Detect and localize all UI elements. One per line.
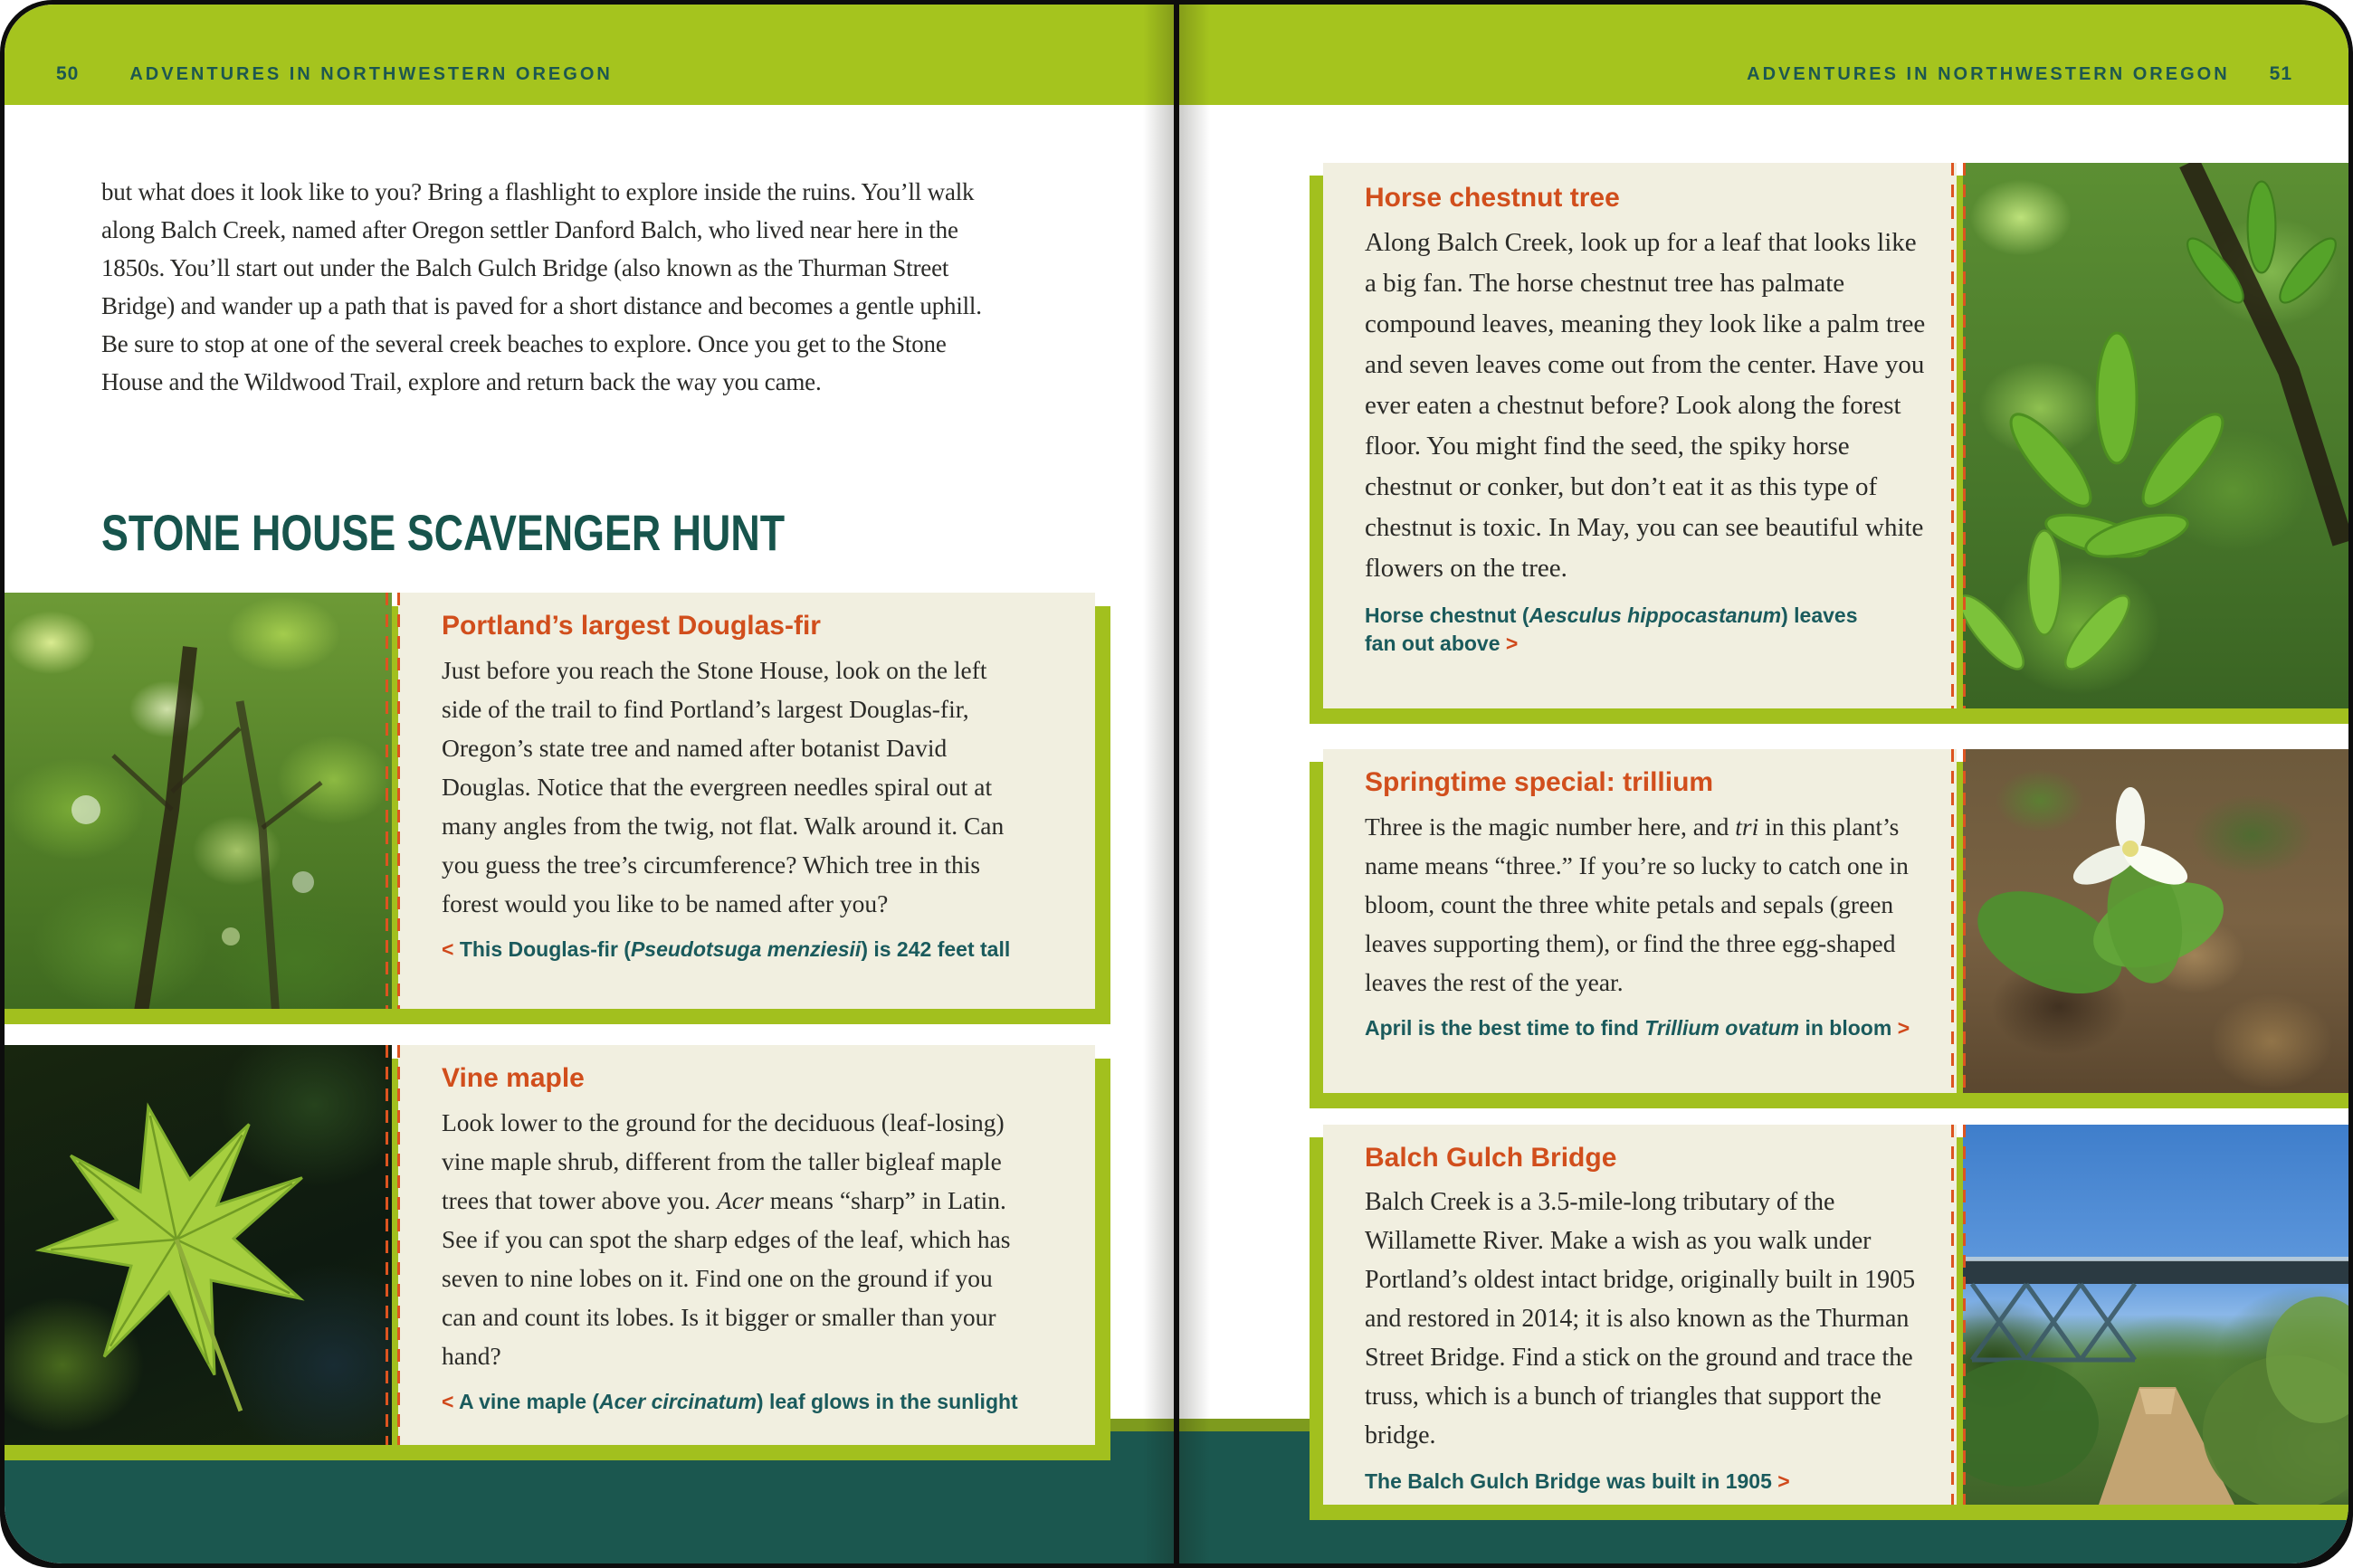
running-head: ADVENTURES IN NORTHWESTERN OREGON [129, 64, 613, 84]
photo-caption: The Balch Gulch Bridge was built in 1905 > [1365, 1469, 1790, 1493]
callout-title: Springtime special: trillium [1365, 767, 1714, 797]
page-50 [5, 5, 1174, 1563]
bridge-truss-art [1963, 1125, 2348, 1505]
callout-card [1323, 163, 1957, 708]
callout-body: Balch Creek is a 3.5-mile-long tributary of the Willamette River. Make a wish as you walk under Portland’s oldest intact bridge, originally built in 1905 and restored in 2014; it is also known as the Thurman Street Bridge. Find a stick on the ground and trace the truss, which is a bunch of triangles that support the bridge. [1365, 1188, 1916, 1449]
callout-horse-chestnut [1323, 163, 2348, 708]
photo-caption: April is the best time to find Trillium ovatum in bloom > [1365, 1016, 1910, 1040]
photo-caption: Horse chestnut (Aesculus hippocastanum) leaves fan out above > [1365, 603, 1858, 655]
maple-leaf-art [5, 1045, 392, 1445]
dashed-divider [1951, 1125, 1971, 1505]
callout-vine-maple [5, 1045, 1095, 1445]
callout-card [1323, 1125, 1957, 1505]
dashed-divider [1951, 749, 1971, 1093]
callout-card [398, 593, 1095, 1009]
callout-body: Just before you reach the Stone House, look on the left side of the trail to find Portland’s largest Douglas-fir, Oregon’s state tree and named after botanist David Douglas. Notice that the evergreen needles spiral out at many angles from the twig, not flat. Walk around it. Can you guess the tree’s circumference? Which tree in this forest would you like to be named after you? [442, 656, 1005, 917]
trillium-flower-art [1963, 749, 2348, 1093]
page-51 [1179, 5, 2348, 1563]
page-header-right [1179, 5, 2348, 105]
callout-body: Look lower to the ground for the deciduous (leaf-losing) vine maple shrub, different from the taller bigleaf maple trees that tower above you. Acer means “sharp” in Latin. See if you can spot the sharp edges of the leaf, which has seven to nine lobes on it. Find one on the ground if you can and count its lobes. Is it bigger or smaller than your hand? [442, 1108, 1011, 1370]
trillium-photo [1963, 749, 2348, 1093]
callout-trillium [1323, 749, 2348, 1093]
callout-title: Horse chestnut tree [1365, 183, 1620, 213]
callout-title: Portland’s largest Douglas-fir [442, 611, 821, 641]
chestnut-leaves-art [1963, 163, 2348, 708]
dashed-divider [386, 1045, 405, 1445]
callout-douglas-fir [5, 593, 1095, 1009]
dashed-divider [386, 593, 405, 1009]
section-heading: STONE HOUSE SCAVENGER HUNT [101, 504, 786, 561]
dashed-divider [1951, 163, 1971, 708]
bridge-photo [1963, 1125, 2348, 1505]
tree-trunk-art [5, 593, 392, 1009]
photo-caption: < A vine maple (Acer circinatum) leaf glows in the sunlight [442, 1390, 1018, 1413]
callout-card [1323, 749, 1957, 1093]
horse-chestnut-photo [1963, 163, 2348, 708]
callout-title: Balch Gulch Bridge [1365, 1143, 1617, 1173]
douglas-fir-photo [5, 593, 392, 1009]
callout-body: Along Balch Creek, look up for a leaf that looks like a big fan. The horse chestnut tree has palmate compound leaves, meaning they look like a palm tree and seven leaves come out from the center. Have you ever eaten a chestnut before? Look along the forest floor. You might find the seed, the spiky horse chestnut or conker, but don’t eat it as this type of chestnut is toxic. In May, you can see beautiful white flowers on the tree. [1365, 228, 1926, 583]
callout-card [398, 1045, 1095, 1445]
photo-caption: < This Douglas-fir (Pseudotsuga menziesii) is 242 feet tall [442, 937, 1011, 961]
callout-title: Vine maple [442, 1063, 585, 1093]
callout-body: Three is the magic number here, and tri in this plant’s name means “three.” If you’re so lucky to catch one in bloom, count the three white petals and sepals (green leaves supporting them), or find the three egg-shaped leaves the rest of the year. [1365, 813, 1909, 996]
page-header-left [5, 5, 1174, 105]
page-number: 50 [56, 63, 80, 84]
intro-paragraph: but what does it look like to you? Bring a flashlight to explore inside the ruins. You’ll walk along Balch Creek, named after Oregon settler Danford Balch, who lived near here in the 1850s. You’ll start out under the Balch Gulch Bridge (also known as the Thurman Street Bridge) and wander up a path that is paved for a short distance and becomes a gentle uphill. Be sure to stop at one of the several creek beaches to explore. Once you get to the Stone House and the Wildwood Trail, explore and return back the way you came. [101, 178, 982, 395]
page-number: 51 [2269, 63, 2292, 84]
vine-maple-photo [5, 1045, 392, 1445]
running-head: ADVENTURES IN NORTHWESTERN OREGON [1747, 64, 2230, 84]
callout-balch-gulch-bridge [1323, 1125, 2348, 1505]
